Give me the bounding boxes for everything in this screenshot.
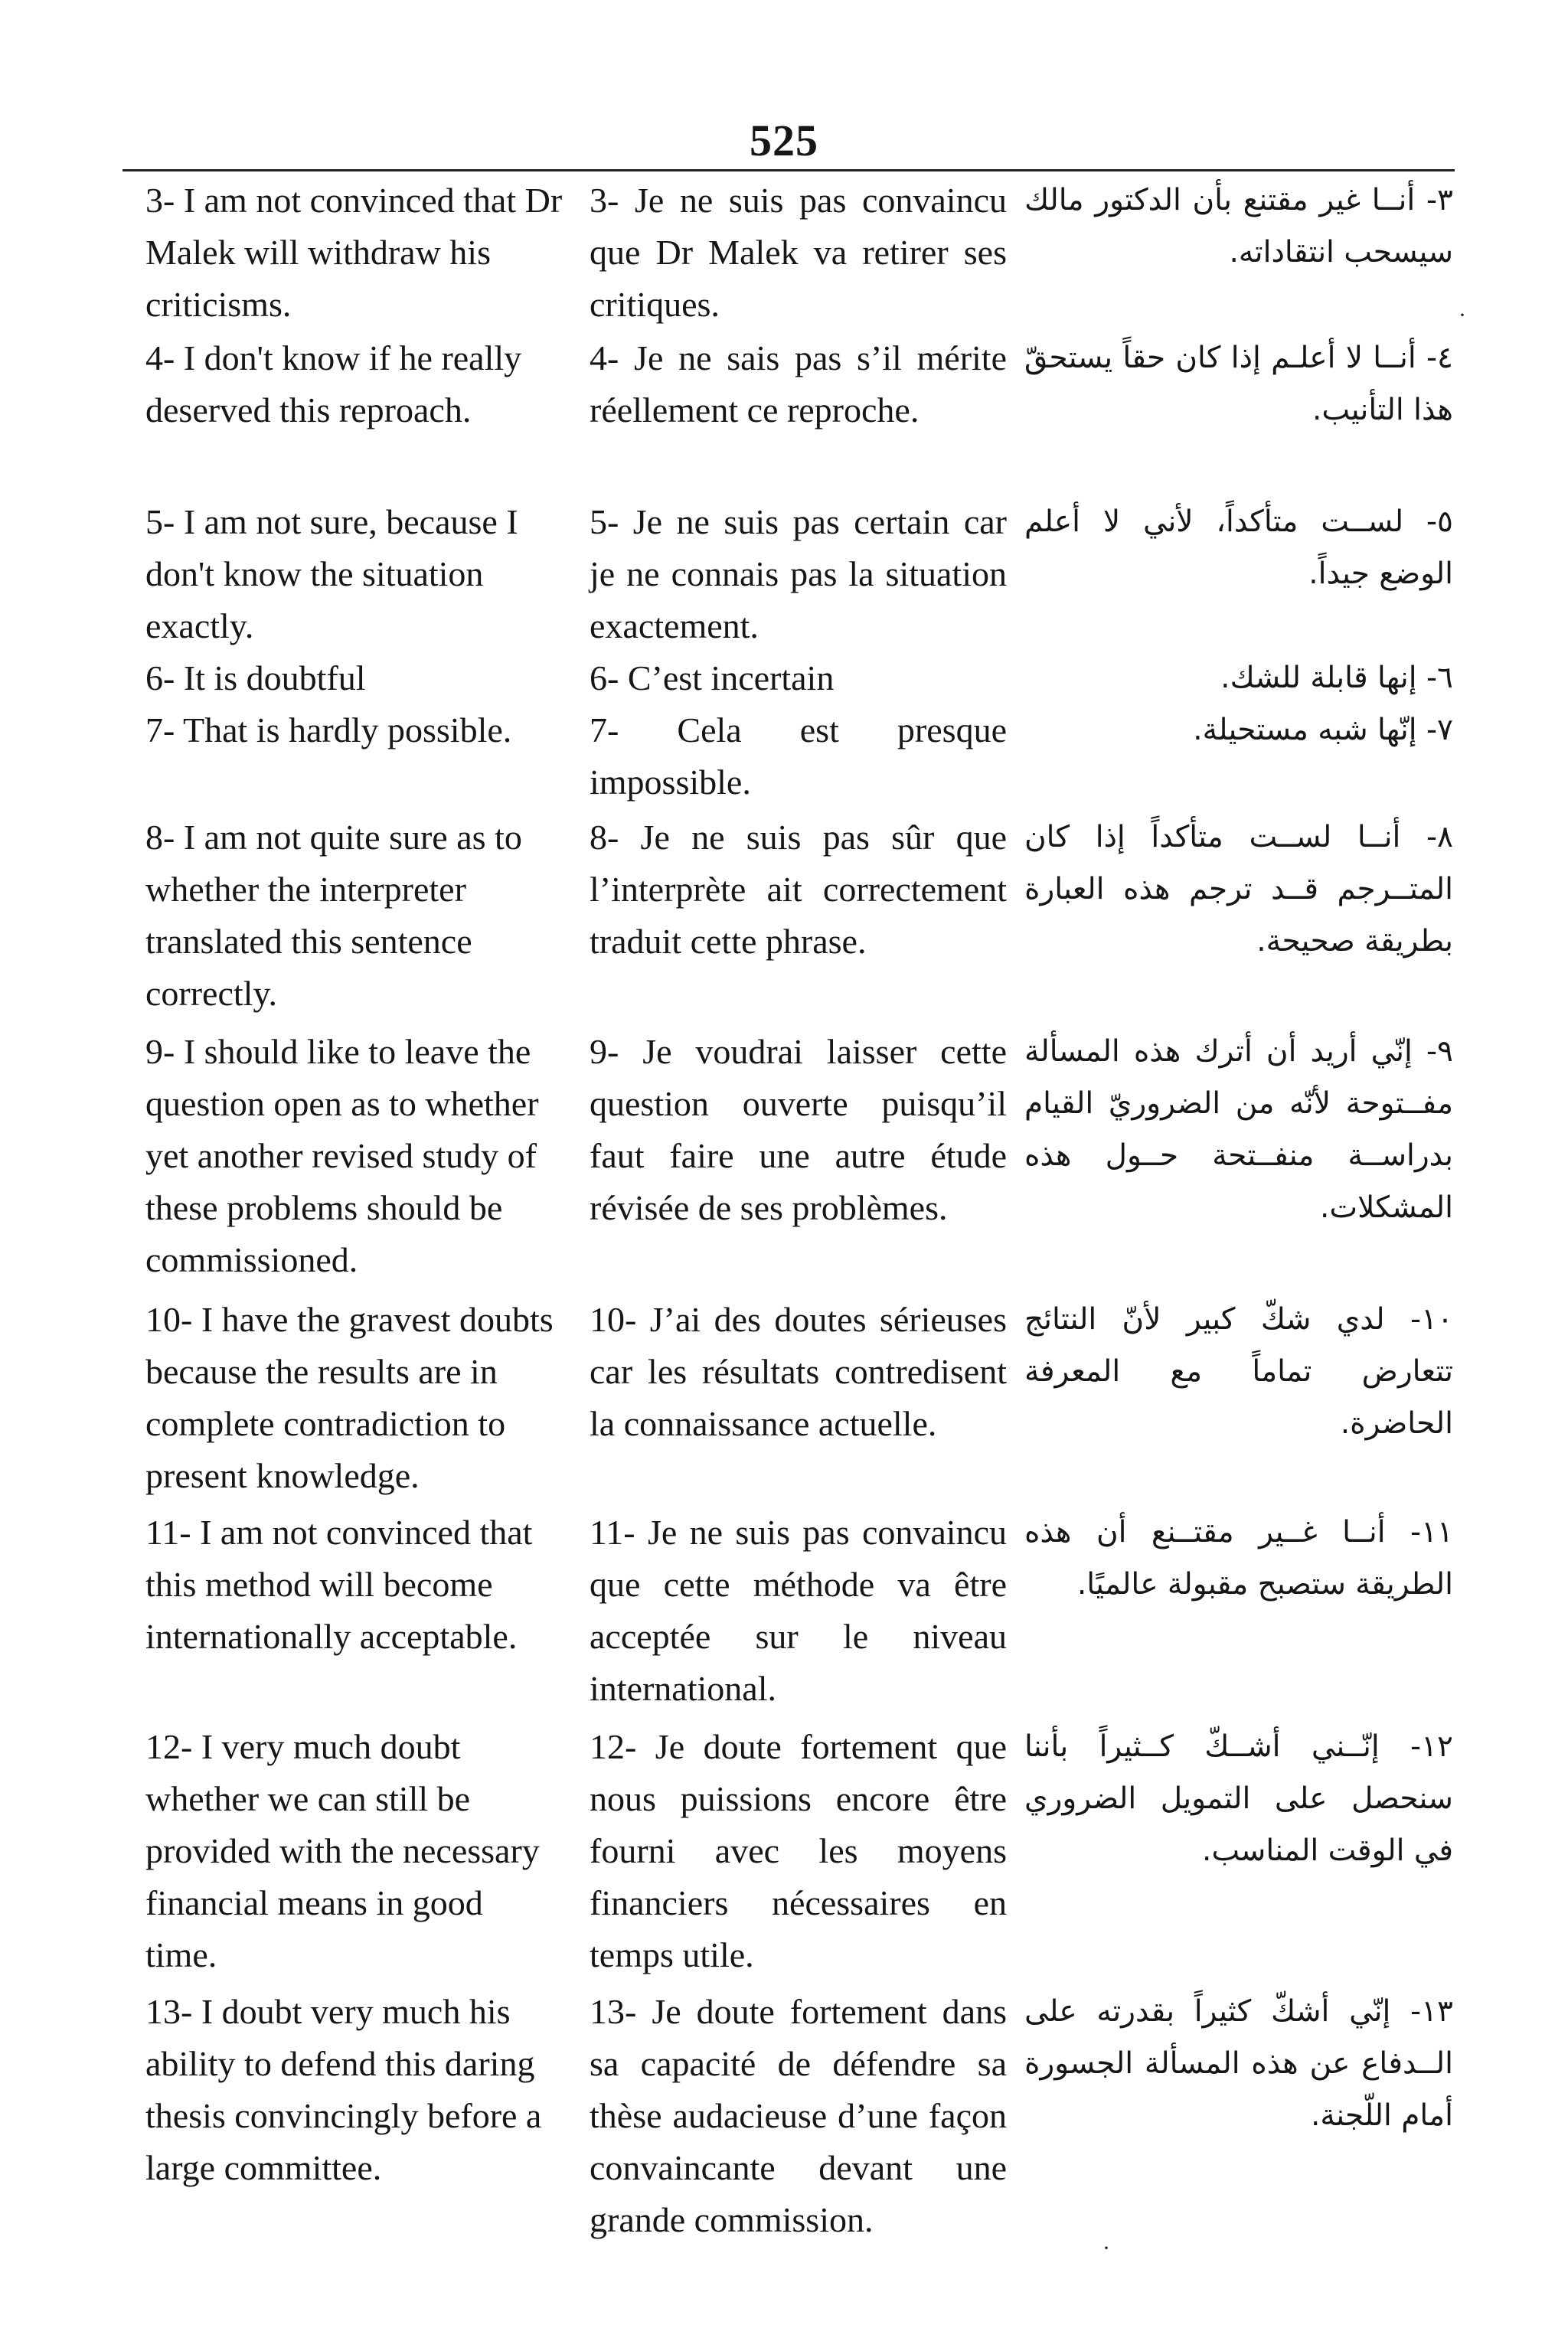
french-text: 10- J’ai des doutes sérieuses car les résultats contredisent la connaissance actuelle.	[590, 1300, 1007, 1443]
french-text: 11- Je ne suis pas convaincu que cette méthode va être acceptée sur le niveau international.	[590, 1513, 1007, 1708]
english-text: 4- I don't know if he really deserved this reproach.	[145, 338, 522, 429]
english-text: 7- That is hardly possible.	[145, 710, 512, 749]
phrase-entry	[0, 1721, 1568, 1986]
french-text: 6- C’est incertain	[590, 658, 835, 697]
phrase-entry	[0, 1026, 1568, 1294]
french-text: 4- Je ne sais pas s’il mérite réellement ce reproche.	[590, 338, 1007, 429]
english-text: 6- It is doubtful	[145, 658, 366, 697]
english-text: 5- I am not sure, because I don't know the situation exactly.	[145, 502, 518, 645]
arabic-text: ٦- إنها قابلة للشك.	[1220, 661, 1453, 695]
phrase-table	[0, 175, 1568, 2246]
arabic-text: ١١- أنــا غــير مقتــنع أن هذه الطريقة ستصبح مقبولة عالميًا.	[1024, 1515, 1453, 1602]
english-text: 13- I doubt very much his ability to defend this daring thesis convincingly before a large committee.	[145, 1992, 542, 2187]
phrase-entry	[0, 1294, 1568, 1507]
page-number: 525	[750, 116, 818, 165]
english-text: 12- I very much doubt whether we can still be provided with the necessary financial means in good time.	[145, 1727, 540, 1974]
phrase-entry	[0, 175, 1568, 332]
phrase-entry	[0, 652, 1568, 704]
french-text: 13- Je doute fortement dans sa capacité de défendre sa thèse audacieuse d’une façon convaincante devant une grande commission.	[590, 1992, 1007, 2239]
english-text: 8- I am not quite sure as to whether the interpreter translated this sentence correctly.	[145, 818, 522, 1013]
french-text: 3- Je ne suis pas convaincu que Dr Malek va retirer ses critiques.	[590, 181, 1007, 324]
header-rule	[122, 169, 1455, 171]
french-text: 5- Je ne suis pas certain car je ne connais pas la situation exactement.	[590, 502, 1007, 645]
phrase-entry	[0, 704, 1568, 811]
arabic-text: ٨- أنــا لســت متأكداً إذا كان المتــرجم قــد ترجم هذه العبارة بطريقة صحيحة.	[1024, 820, 1453, 958]
phrase-entry	[0, 1507, 1568, 1721]
english-text: 11- I am not convinced that this method will become internationally acceptable.	[145, 1513, 533, 1656]
english-text: 9- I should like to leave the question open as to whether yet another revised study of these problems should be commissioned.	[145, 1032, 539, 1279]
phrase-entry	[0, 332, 1568, 496]
margin-mark: ·	[1102, 2235, 1110, 2261]
french-text: 7- Cela est presque impossible.	[590, 710, 1007, 802]
french-text: 12- Je doute fortement que nous puissions encore être fourni avec les moyens financiers nécessaires en temps utile.	[590, 1727, 1007, 1974]
arabic-text: ٩- إنّي أريد أن أترك هذه المسألة مفــتوحة لأنّه من الضروريّ القيام بدراســة منفــتحة حــول هذه المشكلات.	[1024, 1034, 1453, 1225]
french-text: 9- Je voudrai laisser cette question ouverte puisqu’il faut faire une autre étude révisée de ses problèmes.	[590, 1032, 1007, 1227]
arabic-text: ١٢- إنّــني أشــكّ كــثيراً بأننا سنحصل على التمويل الضروري في الوقت المناسب.	[1024, 1729, 1453, 1868]
phrase-entry	[0, 496, 1568, 652]
arabic-text: ٤- أنــا لا أعلـم إذا كان حقاً يستحقّ هذا التأنيب.	[1024, 341, 1453, 427]
arabic-text: ٥- لســت متأكداً، لأني لا أعلم الوضع جيداً.	[1024, 504, 1453, 591]
french-text: 8- Je ne suis pas sûr que l’interprète ait correctement traduit cette phrase.	[590, 818, 1007, 961]
arabic-text: ١٠- لدي شكّ كبير لأنّ النتائج تتعارض تماماً مع المعرفة الحاضرة.	[1024, 1302, 1453, 1441]
english-text: 3- I am not convinced that Dr Malek will withdraw his criticisms.	[145, 181, 563, 324]
arabic-text: ٧- إنّها شبه مستحيلة.	[1193, 713, 1453, 747]
english-text: 10- I have the gravest doubts because the results are in complete contradiction to present knowledge.	[145, 1300, 554, 1495]
arabic-text: ١٣- إنّي أشكّ كثيراً بقدرته على الــدفاع عن هذه المسألة الجسورة أمام اللّجنة.	[1024, 1994, 1453, 2133]
margin-mark: ·	[1459, 302, 1466, 328]
arabic-text: ٣- أنــا غير مقتنع بأن الدكتور مالك سيسحب انتقاداته.	[1024, 183, 1453, 269]
phrase-entry	[0, 1986, 1568, 2246]
phrase-entry	[0, 811, 1568, 1026]
